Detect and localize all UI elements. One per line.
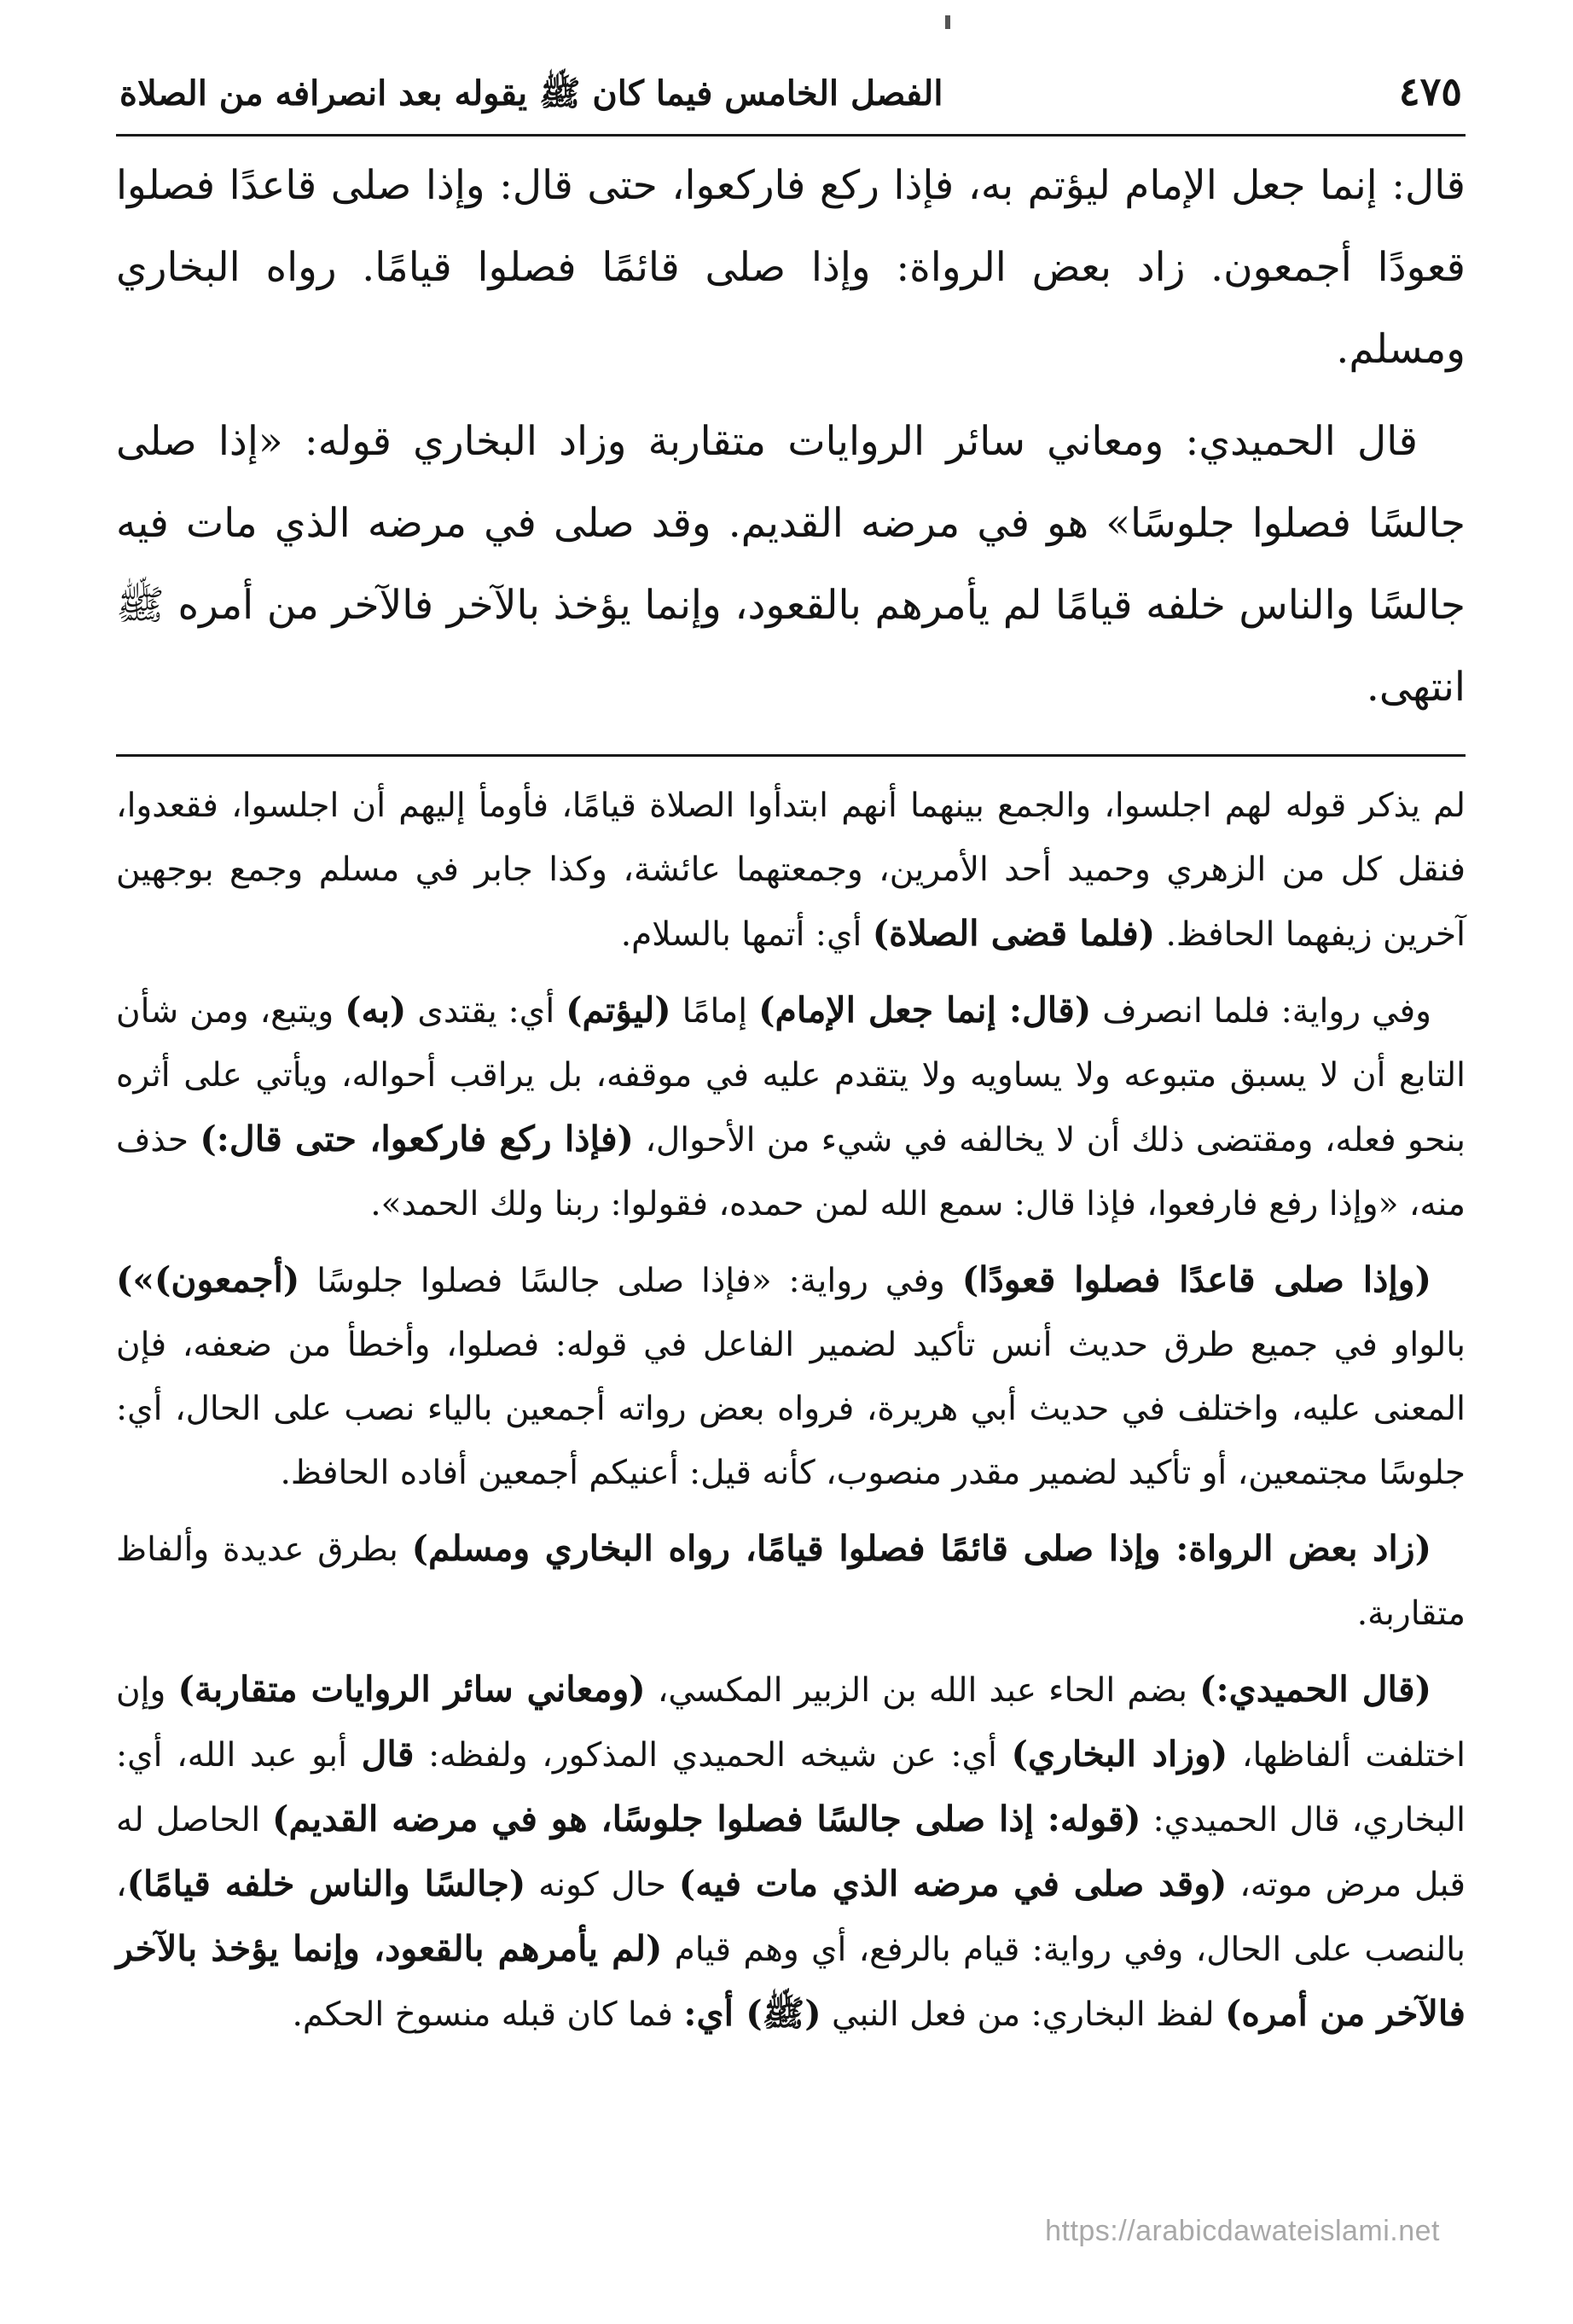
quoted-text: قال xyxy=(361,1734,415,1775)
quoted-text: (به) xyxy=(345,990,407,1031)
commentary-text: وإن اختلفت ألفاظها، xyxy=(116,1671,1466,1775)
commentary-text: لفظ البخاري: من فعل النبي xyxy=(821,1996,1225,2034)
quoted-text: (وقد صلى في مرضه الذي مات فيه) xyxy=(678,1863,1228,1904)
hadith-paragraph: قال: إنما جعل الإمام ليؤتم به، فإذا ركع فاركعوا، حتى قال: وإذا صلى قاعدًا فصلوا قعودًا أجمعون. زاد بعض الرواة: وإذا صلى قائمًا فصلوا قيامًا. رواه البخاري ومسلم. xyxy=(116,162,1466,373)
commentary-text: إمامًا xyxy=(670,992,759,1031)
commentary-paragraph xyxy=(116,1248,1466,1505)
commentary-paragraph xyxy=(116,1517,1466,1646)
commentary-text: أي: عن شيخه الحميدي المذكور، ولفظه: xyxy=(414,1736,1012,1775)
quoted-text: (أجمعون)») xyxy=(116,1259,300,1300)
scan-mark xyxy=(945,15,950,29)
commentary-text: أبو عبد الله، أي: البخاري، قال الحميدي: xyxy=(116,1736,1466,1839)
commentary-text: وفي رواية: «فإذا صلى جالسًا فصلوا جلوسًا xyxy=(299,1262,962,1300)
commentary-text: حذف منه، «وإذا رفع فارفعوا، فإذا قال: سمع الله لمن حمده، فقولوا: ربنا ولك الحمد». xyxy=(116,1121,1466,1223)
quoted-text: (ليؤتم) xyxy=(566,990,671,1031)
commentary-text: حال كونه xyxy=(525,1866,679,1904)
commentary-paragraph xyxy=(116,774,1466,967)
commentary-text: ويتبع، ومن شأن التابع أن لا يسبق متبوعه ولا يساويه ولا يتقدم عليه في موقفه، بل يراقب أحواله، ويأتي على أثره بنحو فعله، ومقتضى ذلك أن لا يخالفه في شيء من الأحوال، xyxy=(116,992,1466,1159)
commentary-separator xyxy=(116,754,1466,757)
hadith-text xyxy=(116,145,1466,729)
commentary-text: وفي رواية: فلما انصرف xyxy=(1091,992,1432,1031)
quoted-text: (ﷺ) أي: xyxy=(683,1993,821,2034)
commentary-text: فما كان قبله منسوخ الحكم. xyxy=(292,1996,684,2034)
quoted-text: (قوله: إذا صلى جالسًا فصلوا جلوسًا، هو في مرضه القديم) xyxy=(272,1798,1141,1839)
quoted-text: (فلما قضى الصلاة) xyxy=(872,913,1156,954)
quoted-text: (قال الحميدي:) xyxy=(1199,1669,1431,1710)
quoted-text: (ومعاني سائر الروايات متقاربة) xyxy=(177,1669,646,1710)
commentary-text: بطرق عديدة وألفاظ متقاربة. xyxy=(116,1531,1466,1633)
quoted-text: (لم يأمرهم بالقعود، وإنما يؤخذ بالآخر فالآخر من أمره) xyxy=(116,1928,1466,2034)
page-header xyxy=(116,68,1466,137)
commentary-text: ، بالنصب على الحال، وفي رواية: قيام بالرفع، أي وهم قيام xyxy=(116,1866,1466,1969)
commentary-text: أي: أتمها بالسلام. xyxy=(620,915,873,954)
quoted-text: (وإذا صلى قاعدًا فصلوا قعودًا) xyxy=(961,1259,1431,1300)
commentary-text: الحاصل له قبل مرض موته، xyxy=(116,1801,1466,1904)
commentary-section xyxy=(116,774,1466,2047)
commentary-text: لم يذكر قوله لهم اجلسوا، والجمع بينهما أنهم ابتدأوا الصلاة قيامًا، فأومأ إليهم أن اجلسوا، فقعدوا، فنقل كل من الزهري وحميد أحد الأمرين، وجمعتهما عائشة، وكذا جابر في مسلم وجمع بوجهين آخرين زيفهما الحافظ. xyxy=(116,787,1466,954)
quoted-text: (فإذا ركع فاركعوا، حتى قال:) xyxy=(200,1118,634,1159)
commentary-text: بالواو في جميع طرق حديث أنس تأكيد لضمير الفاعل في قوله: فصلوا، وأخطأ من ضعفه، فإن المعنى عليه، واختلف في حديث أبي هريرة، فرواه بعض رواته أجمعين بالياء نصب على الحال، أي: جلوسًا مجتمعين، أو تأكيد لضمير مقدر منصوب، كأنه قيل: أعنيكم أجمعين أفاده الحافظ. xyxy=(116,1326,1466,1492)
hadith-paragraph: قال الحميدي: ومعاني سائر الروايات متقاربة وزاد البخاري قوله: «إذا صلى جالسًا فصلوا جلوسًا» هو في مرضه القديم. وقد صلى في مرضه الذي مات فيه جالسًا والناس خلفه قيامًا لم يأمرهم بالقعود، وإنما يؤخذ بالآخر فالآخر من أمره ﷺ انتهى. xyxy=(116,418,1466,711)
commentary-paragraph xyxy=(116,979,1466,1236)
quoted-text: (وزاد البخاري) xyxy=(1011,1734,1228,1775)
quoted-text: (زاد بعض الرواة: وإذا صلى قائمًا فصلوا قيامًا، رواه البخاري ومسلم) xyxy=(411,1528,1432,1569)
source-watermark: https://arabicdawateislami.net xyxy=(1045,2215,1440,2247)
chapter-title: الفصل الخامس فيما كان ﷺ يقوله بعد انصرافه من الصلاة xyxy=(119,73,943,113)
quoted-text: (قال: إنما جعل الإمام) xyxy=(758,990,1092,1031)
commentary-paragraph xyxy=(116,1658,1466,2047)
commentary-text: بضم الحاء عبد الله بن الزبير المكسي، xyxy=(645,1671,1200,1710)
commentary-text: أي: يقتدى xyxy=(406,992,566,1031)
quoted-text: (جالسًا والناس خلفه قيامًا) xyxy=(126,1863,526,1904)
page-number: ٤٧٥ xyxy=(1398,68,1462,114)
